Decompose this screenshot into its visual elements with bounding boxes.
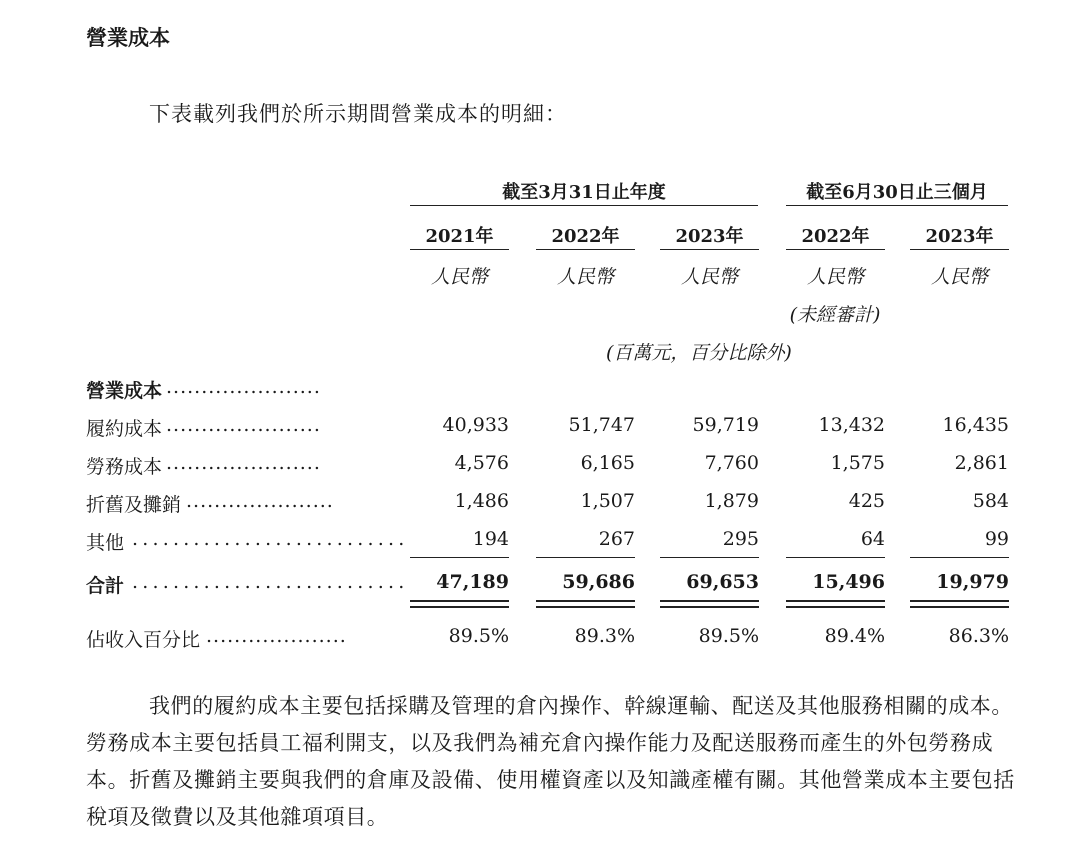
table-cell: 1,507 — [580, 490, 635, 512]
year-header-rule — [410, 249, 509, 250]
leader-dots: ...................... — [166, 452, 321, 474]
table-cell: 295 — [722, 528, 759, 550]
row-label: 佔收入百分比 — [86, 629, 201, 651]
year-header: 2023年 — [925, 226, 994, 247]
year-header-rule — [536, 249, 635, 250]
table-cell: 4,576 — [454, 452, 509, 474]
total-double-rule — [410, 600, 509, 608]
table-cell: 1,879 — [704, 490, 759, 512]
body-paragraph-text: 我們的履約成本主要包括採購及管理的倉內操作、幹線運輸、配送及其他服務相關的成本。勞務成本主要包括員工福利開支，以及我們為補充倉內操作能力及配送服務而產生的外包勞務成本。折舊及攤銷主要與我們的倉庫及設備、使用權資產以及知識產權有關。其他營業成本主要包括稅項及徵費以及其他雜項項目。 — [86, 694, 1015, 829]
leader-dots: ..................... — [186, 490, 334, 512]
leader-dots: .................... — [206, 625, 347, 647]
year-header: 2022年 — [551, 226, 620, 247]
table-cell: 59,719 — [692, 414, 759, 436]
table-cell: 16,435 — [942, 414, 1009, 436]
year-header: 2023年 — [675, 226, 744, 247]
unaudited-note: (未經審計) — [789, 304, 881, 326]
table-cell-total: 69,653 — [686, 571, 759, 593]
table-cell: 2,861 — [954, 452, 1009, 474]
leader-dots: ...................... — [166, 414, 321, 436]
table-cell: 425 — [848, 490, 885, 512]
year-header-rule — [660, 249, 759, 250]
table-cell: 89.3% — [574, 625, 635, 647]
intro-text: 下表載列我們於所示期間營業成本的明細： — [149, 102, 567, 126]
subtotal-rule — [410, 557, 509, 558]
table-cell: 89.5% — [448, 625, 509, 647]
group-header-rule — [786, 205, 1008, 206]
year-header: 2021年 — [425, 226, 494, 247]
row-label: 其他 — [86, 532, 125, 554]
table-cell: 584 — [972, 490, 1009, 512]
table-cell: 89.4% — [824, 625, 885, 647]
table-cell: 40,933 — [442, 414, 509, 436]
total-double-rule — [660, 600, 759, 608]
subtotal-rule — [910, 557, 1009, 558]
row-label: 折舊及攤銷 — [86, 494, 182, 516]
row-label-total: 合計 — [86, 575, 125, 597]
currency-label: 人民幣 — [556, 266, 614, 288]
table-cell: 1,486 — [454, 490, 509, 512]
table-cell-total: 15,496 — [812, 571, 885, 593]
row-label: 營業成本 — [86, 380, 163, 402]
leader-dots: ...................... — [166, 376, 321, 398]
subtotal-rule — [536, 557, 635, 558]
leader-dots: ........................... — [132, 528, 409, 550]
table-cell: 13,432 — [818, 414, 885, 436]
table-cell: 7,760 — [704, 452, 759, 474]
group-header-rule — [410, 205, 758, 206]
year-header: 2022年 — [801, 226, 870, 247]
table-cell: 51,747 — [568, 414, 635, 436]
row-label: 勞務成本 — [86, 456, 163, 478]
table-cell: 99 — [984, 528, 1009, 550]
table-cell: 89.5% — [698, 625, 759, 647]
currency-label: 人民幣 — [930, 266, 988, 288]
table-cell: 6,165 — [580, 452, 635, 474]
table-cell: 194 — [472, 528, 509, 550]
currency-label: 人民幣 — [680, 266, 738, 288]
table-cell-total: 47,189 — [436, 571, 509, 593]
subtotal-rule — [660, 557, 759, 558]
table-cell: 86.3% — [948, 625, 1009, 647]
body-paragraph — [86, 688, 1026, 836]
currency-label: 人民幣 — [430, 266, 488, 288]
year-header-rule — [786, 249, 885, 250]
row-label: 履約成本 — [86, 418, 163, 440]
subtotal-rule — [786, 557, 885, 558]
leader-dots: ........................... — [132, 571, 409, 593]
table-cell-total: 59,686 — [562, 571, 635, 593]
total-double-rule — [536, 600, 635, 608]
total-double-rule — [910, 600, 1009, 608]
table-cell: 1,575 — [830, 452, 885, 474]
group-header-fiscal-year: 截至3月31日止年度 — [502, 182, 666, 203]
year-header-rule — [910, 249, 1009, 250]
currency-label: 人民幣 — [806, 266, 864, 288]
unit-note: (百萬元，百分比除外) — [606, 342, 792, 364]
section-title: 營業成本 — [86, 25, 170, 50]
table-cell: 64 — [860, 528, 885, 550]
table-cell: 267 — [598, 528, 635, 550]
total-double-rule — [786, 600, 885, 608]
table-cell-total: 19,979 — [936, 571, 1009, 593]
group-header-three-months: 截至6月30日止三個月 — [806, 182, 988, 203]
